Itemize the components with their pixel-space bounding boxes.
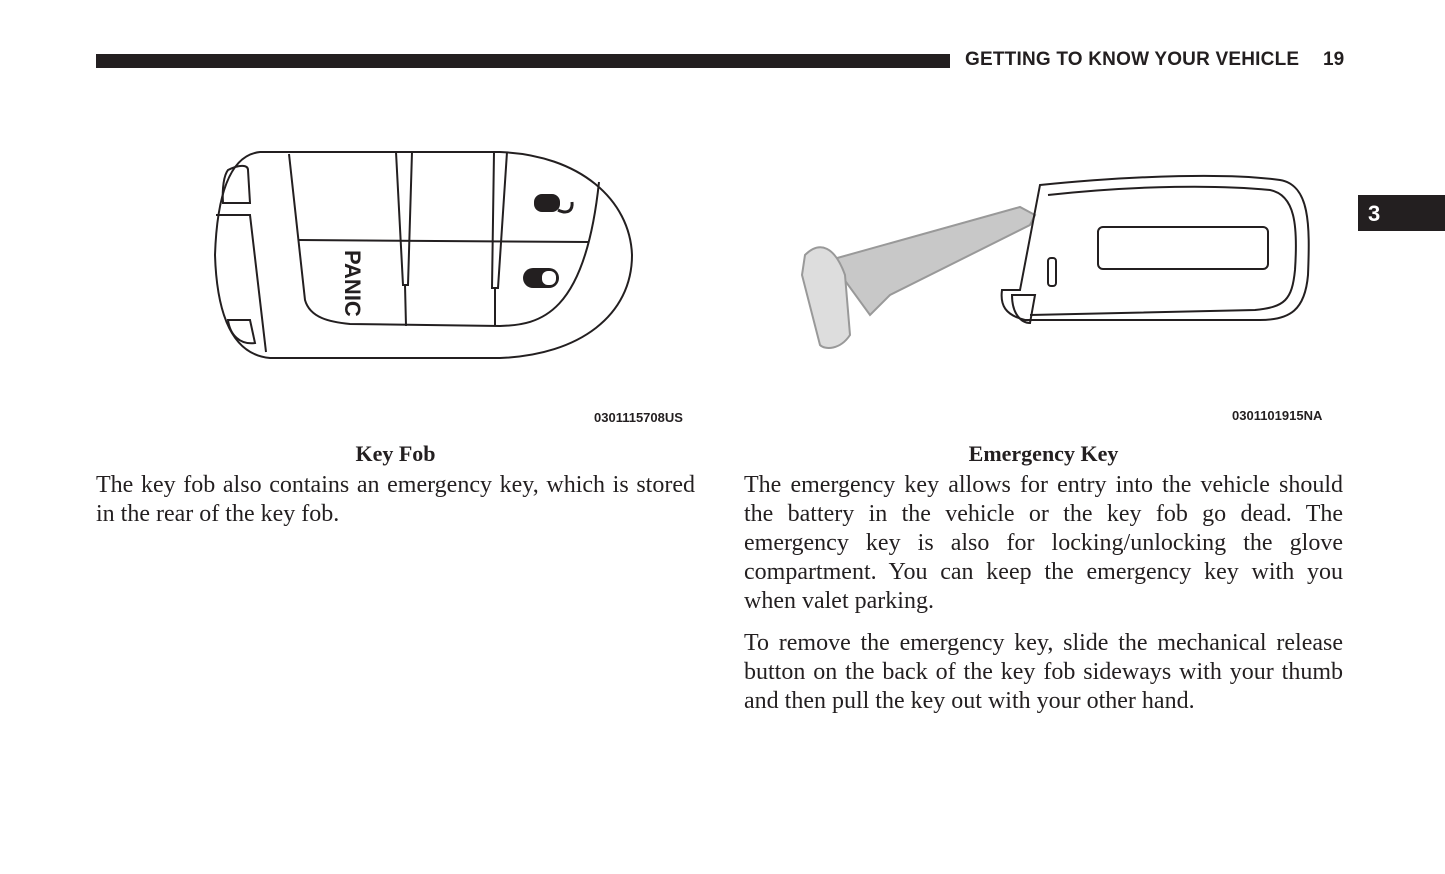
key-fob-illustration <box>200 140 650 370</box>
section-title: GETTING TO KNOW YOUR VEHICLE <box>965 49 1300 70</box>
figure-code-emergency-key: 0301101915NA <box>1232 408 1323 423</box>
paragraph-emergency-key-1: The emergency key allows for entry into the vehicle should the battery in the vehicle or the key fob go dead. The emergency key is also for locking/unlocking the glove compartment. You can keep the emergency key with you when valet parking. <box>744 472 1343 614</box>
emergency-key-illustration <box>790 165 1320 360</box>
header-rule <box>96 54 950 68</box>
chapter-tab <box>1358 195 1445 231</box>
chapter-number: 3 <box>1368 201 1381 226</box>
paragraph-key-fob: The key fob also contains an emergency key, which is stored in the rear of the key fob. <box>96 472 695 527</box>
figure-code-key-fob: 0301115708US <box>594 410 683 425</box>
page-number: 19 <box>1323 49 1345 70</box>
paragraph-emergency-key-2: To remove the emergency key, slide the mechanical release button on the back of the key fob sideways with your thumb and then pull the key out with your other hand. <box>744 630 1343 714</box>
caption-key-fob: Key Fob <box>355 441 436 466</box>
panic-label: PANIC <box>340 250 365 317</box>
caption-emergency-key: Emergency Key <box>968 441 1119 466</box>
